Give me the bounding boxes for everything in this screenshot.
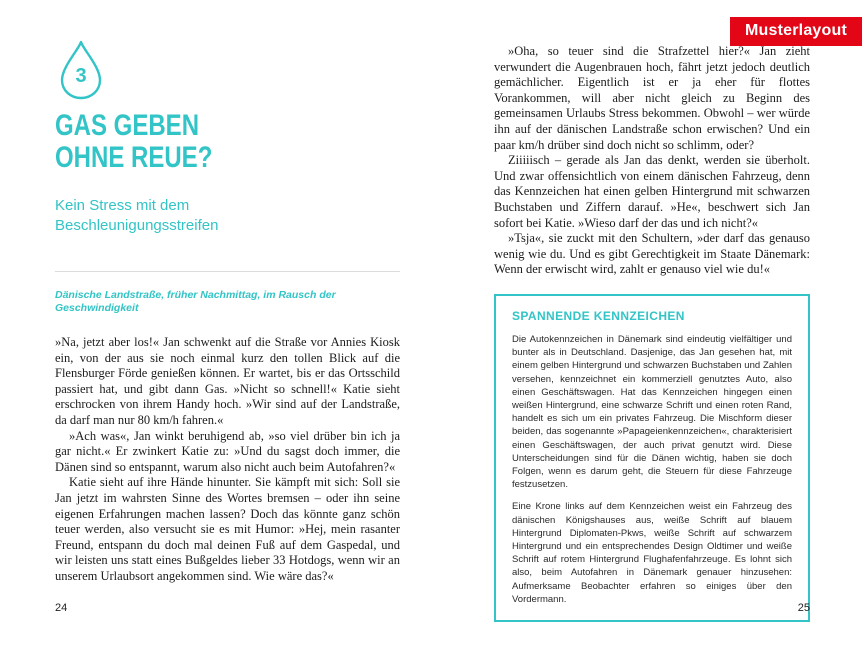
- body-paragraph: »Ach was«, Jan winkt beruhigend ab, »so viel drüber bin ich ja gar nicht.« Er zwinkert Katie zu: »Und du sagst doch immer, die Dänen sind so entspannt, warum also nicht auch beim Autofahren?«: [55, 428, 400, 474]
- scene-setting-line: Dänische Landstraße, früher Nachmittag, im Rausch der Geschwindigkeit: [55, 289, 336, 314]
- chapter-title: [55, 110, 400, 174]
- right-page: [494, 44, 810, 622]
- info-box: [494, 294, 810, 622]
- body-paragraph: »Tsja«, sie zuckt mit den Schultern, »der darf das genauso wenig wie du. Und es gibt Gerechtigkeit im Staate Dänemark: Wenn der erwischt wird, zahlt er genauso viel wie du!«: [494, 231, 810, 277]
- musterlayout-badge: Musterlayout: [730, 17, 862, 46]
- body-paragraph: Ziiiiisch – gerade als Jan das denkt, werden sie überholt. Und zwar offensichtlich von einem dänischen Fahrzeug, denn das Kennzeichen hat einen gelben Hintergrund mit schwarzen Buchstaben und Ziffern darauf. »He«, beschwert sich Jan sofort bei Katie. »Wieso darf der das und ich nicht?«: [494, 153, 810, 230]
- right-body-text: [494, 44, 810, 278]
- chapter-drop-icon: [57, 40, 105, 100]
- body-paragraph: »Oha, so teuer sind die Strafzettel hier?« Jan zieht verwundert die Augenbrauen hoch, fährt jetzt jedoch deutlich gemächlicher. Eigentlich ist er ja eher für flottes Vorankommen, will aber nicht gleich zu Beginn des gemeinsamen Urlaubs Stress bekommen. Obwohl – wer würde ihn auf der dänischen Landstraße schon erwischen? Und ein paar km/h drüber sind doch nicht so schlimm, oder?: [494, 44, 810, 152]
- info-box-heading: SPANNENDE KENNZEICHEN: [512, 308, 685, 323]
- page-number-left: 24: [55, 602, 68, 614]
- left-page: [55, 40, 400, 585]
- chapter-title-line-2: OHNE REUE?: [55, 141, 213, 174]
- info-box-paragraph: Eine Krone links auf dem Kennzeichen weist ein Fahrzeug des dänischen Königshauses aus, weiße Schrift auf blauem Hintergrund Diplomaten-Pkws, weiße Schrift auf schwarzem Hintergrund und ein entsprechendes Design Oldtimer und weiße Schrift auf rotem Hintergrund Flughafenfahrzeuge. Es lohnt sich also, beim Autofahren in Dänemark genauer hinzusehen: Aufmerksame Beobachter erfahren so einiges über den Vordermann.: [512, 501, 792, 605]
- left-body-text: [55, 335, 400, 585]
- body-paragraph: Katie sieht auf ihre Hände hinunter. Sie kämpft mit sich: Soll sie Jan jetzt im wahrsten Sinne des Wortes bremsen – oder ihn seine eigenen Erfahrungen machen lassen? Doch das könnte ganz schön teuer werden, also versucht sie es mit Humor: »Hej, mein rasanter Freund, entspann du doch mal deinen Fuß auf dem Gaspedal, und wir leisten uns statt eines Bußgeldes lieber 33 Hotdogs, wenn wir an unserem Urlaubsort angekommen sind. Wie wäre das?«: [55, 475, 400, 583]
- info-box-paragraph: Die Autokennzeichen in Dänemark sind eindeutig vielfältiger und bunter als in Deutschland. Dasjenige, das Jan gesehen hat, mit einem gelben Hintergrund und schwarzen Buchstaben und Zahlen versehen, kennzeichnet ein kommerziell genutztes Auto, also einen Geschäftswagen. Hat das Kennzeichen hingegen einen weißen Hintergrund, eine schwarze Schrift und einen roten Rand, handelt es sich um ein privates Fahrzeug. Die Mischform dieser beiden, das sogenannte »Papageienkennzeichen«, charakterisiert einen Geschäftswagen, der auch privat genutzt wird. Diese Unterscheidungen sind für die Dänen wichtig, haben sie doch Folgen, wenn es darum geht, die Steuern für diese Fahrzeuge festzusetzen.: [512, 333, 792, 491]
- chapter-title-line-1: GAS GEBEN: [55, 109, 200, 142]
- divider-rule: [55, 271, 400, 272]
- chapter-subtitle: Kein Stress mit dem Beschleunigungsstreifen: [55, 197, 219, 234]
- page-number-right: 25: [797, 602, 810, 614]
- chapter-number: 3: [75, 65, 87, 87]
- body-paragraph: »Na, jetzt aber los!« Jan schwenkt auf die Straße vor Annies Kiosk ein, von der aus sie noch einmal kurz den tollen Blick auf die Flensburger Förde genießen können. Er wartet, bis er das Ortsschild passiert hat, und gibt dann Gas. »Nicht so schnell!« Katie sieht erschrocken von ihrem Handy hoch. »Wir sind auf der Landstraße, da darf man nur 80 km/h fahren.«: [55, 335, 400, 427]
